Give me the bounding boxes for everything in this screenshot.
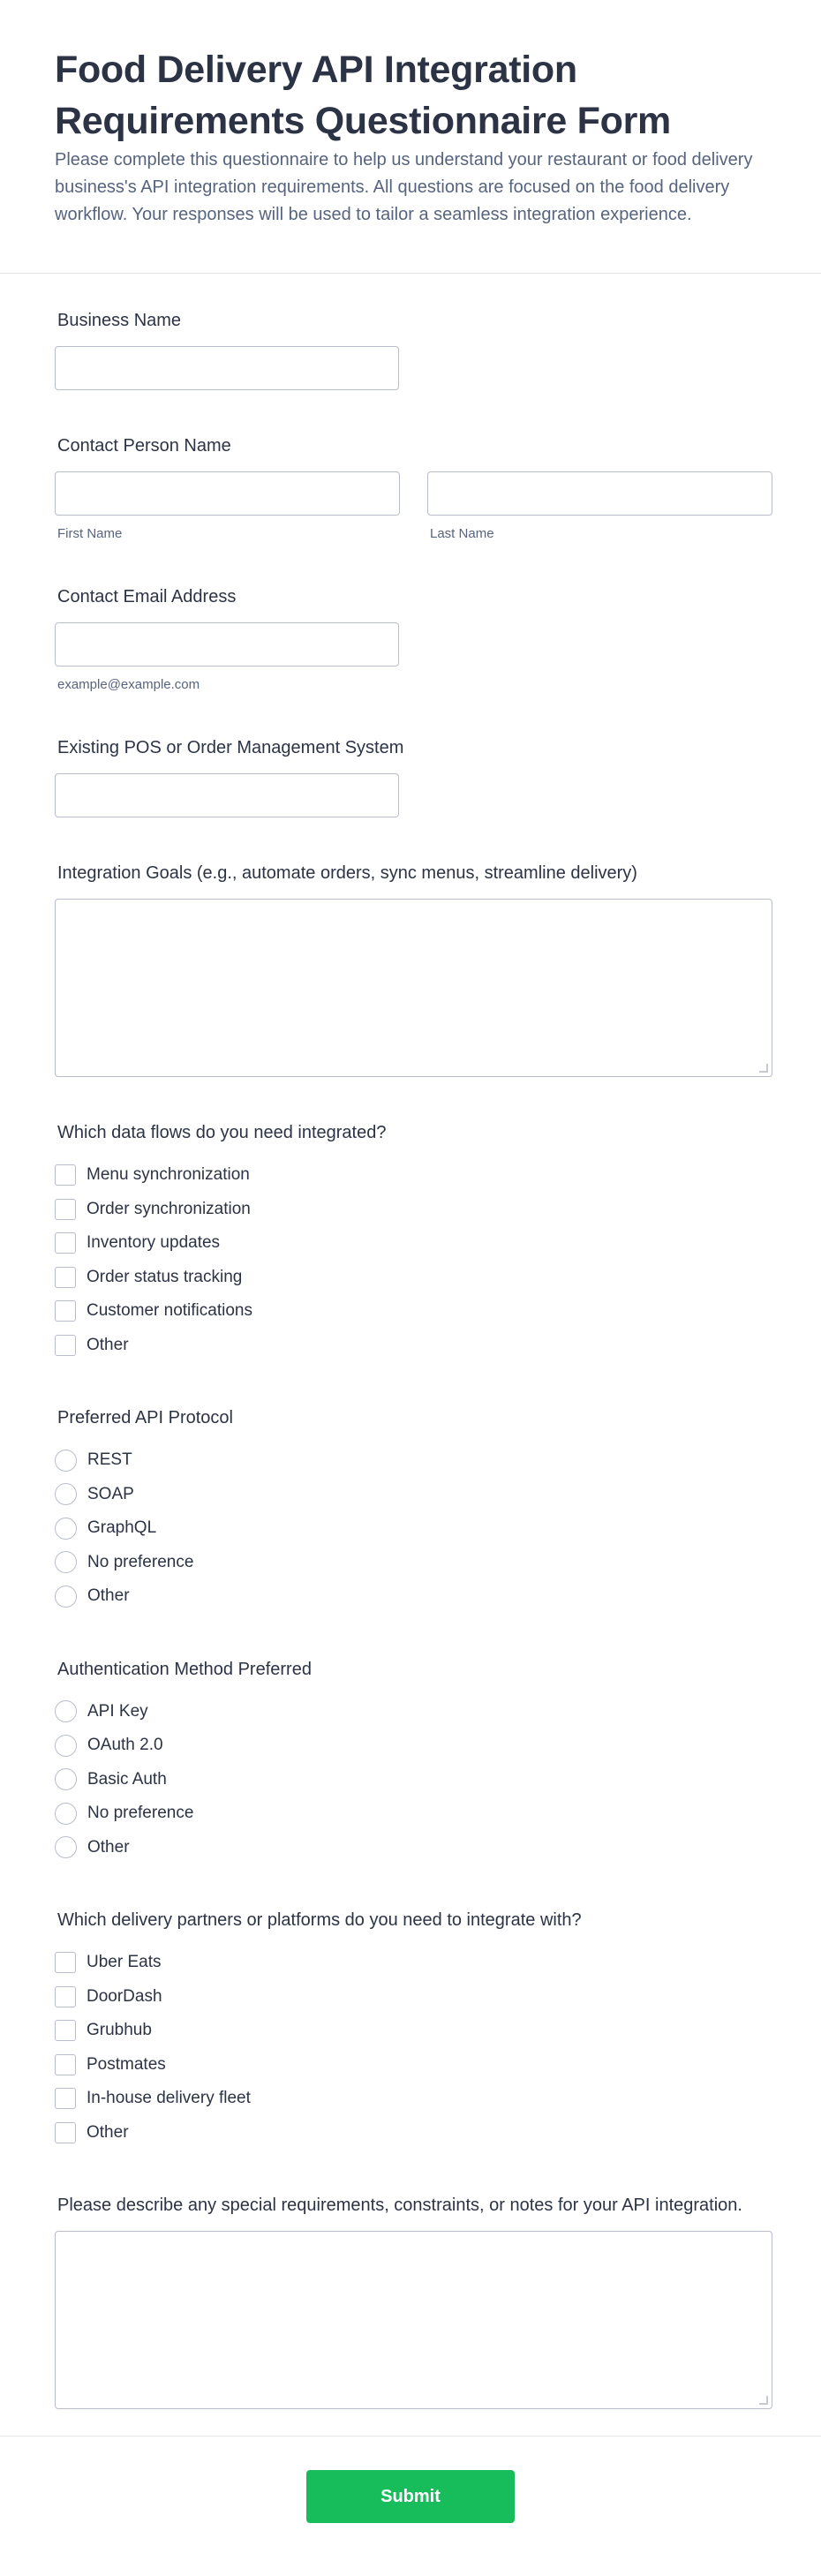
radio-button[interactable] [55, 1586, 77, 1608]
option-label: Grubhub [87, 2021, 152, 2040]
checkbox-option[interactable] [55, 2048, 766, 2083]
option-label: OAuth 2.0 [87, 1736, 163, 1755]
pos-input[interactable] [55, 773, 399, 817]
protocol-options [55, 1443, 766, 1614]
option-label: Customer notifications [87, 1301, 252, 1321]
partners-field [55, 1909, 766, 2150]
first-name-sublabel: First Name [57, 526, 123, 541]
email-input[interactable] [55, 622, 399, 667]
resize-grip-icon[interactable] [759, 1064, 768, 1073]
goals-label: Integration Goals (e.g., automate orders, sync menus, streamline delivery) [57, 863, 637, 883]
business-name-field [55, 309, 766, 390]
option-label: REST [87, 1450, 132, 1470]
email-field [55, 585, 766, 692]
notes-textarea[interactable] [55, 2231, 772, 2409]
goals-textarea[interactable] [55, 899, 772, 1077]
radio-option[interactable] [55, 1695, 766, 1729]
checkbox[interactable] [55, 2054, 76, 2075]
option-label: DoorDash [87, 1986, 162, 2006]
radio-button[interactable] [55, 1803, 77, 1825]
checkbox[interactable] [55, 2020, 76, 2041]
first-name-input[interactable] [55, 471, 400, 516]
checkbox-option[interactable] [55, 2082, 766, 2116]
checkbox[interactable] [55, 1986, 76, 2007]
radio-button[interactable] [55, 1836, 77, 1858]
option-label: Other [87, 1837, 130, 1857]
resize-grip-icon[interactable] [759, 2396, 768, 2405]
checkbox-option[interactable] [55, 1226, 766, 1261]
checkbox-option[interactable] [55, 1946, 766, 1980]
form-footer [0, 2436, 821, 2559]
notes-label: Please describe any special requirements, constraints, or notes for your API integration. [57, 2196, 742, 2215]
option-label: Inventory updates [87, 1233, 221, 1253]
option-label: No preference [87, 1552, 194, 1571]
data-flows-label: Which data flows do you need integrated? [57, 1123, 387, 1142]
radio-option[interactable] [55, 1478, 766, 1512]
radio-option[interactable] [55, 1831, 766, 1865]
radio-button[interactable] [55, 1518, 77, 1540]
radio-option[interactable] [55, 1511, 766, 1546]
checkbox[interactable] [55, 1232, 76, 1254]
last-name-col [427, 471, 772, 541]
pos-label: Existing POS or Order Management System [57, 738, 404, 757]
data-flows-field [55, 1121, 766, 1362]
form-subtitle: Please complete this questionnaire to help us understand your restaurant or food delivery business's API integration requirements. All questions are focused on the food delivery workflow. Your responses will be used to tailor a seamless integration experience. [55, 150, 753, 224]
radio-option[interactable] [55, 1763, 766, 1797]
option-label: Basic Auth [87, 1769, 167, 1789]
checkbox-option[interactable] [55, 1261, 766, 1295]
partners-options [55, 1946, 766, 2150]
business-name-input[interactable] [55, 346, 399, 390]
first-name-col [55, 471, 400, 541]
checkbox[interactable] [55, 1952, 76, 1973]
auth-options [55, 1695, 766, 1865]
radio-button[interactable] [55, 1768, 77, 1790]
partners-label: Which delivery partners or platforms do you need to integrate with? [57, 1910, 582, 1930]
checkbox[interactable] [55, 1164, 76, 1186]
option-label: Uber Eats [87, 1953, 162, 1972]
radio-option[interactable] [55, 1579, 766, 1614]
protocol-field [55, 1406, 766, 1614]
option-label: Other [87, 1586, 130, 1606]
checkbox-option[interactable] [55, 2014, 766, 2048]
option-label: GraphQL [87, 1518, 157, 1538]
email-sublabel: example@example.com [57, 677, 200, 692]
contact-name-field [55, 434, 766, 541]
radio-option[interactable] [55, 1443, 766, 1478]
radio-button[interactable] [55, 1483, 77, 1505]
notes-field [55, 2194, 766, 2409]
option-label: API Key [87, 1701, 148, 1721]
submit-button[interactable]: Submit Requirements [306, 2470, 515, 2523]
form-body [0, 274, 821, 2409]
option-label: In-house delivery fleet [87, 2089, 251, 2108]
radio-button[interactable] [55, 1700, 77, 1722]
checkbox[interactable] [55, 2088, 76, 2109]
checkbox-option[interactable] [55, 1980, 766, 2015]
checkbox[interactable] [55, 2122, 76, 2143]
form-header [0, 0, 821, 274]
checkbox-option[interactable] [55, 1193, 766, 1227]
checkbox-option[interactable] [55, 2116, 766, 2150]
radio-option[interactable] [55, 1729, 766, 1763]
checkbox-option[interactable] [55, 1329, 766, 1363]
option-label: Other [87, 1335, 129, 1354]
option-label: No preference [87, 1804, 194, 1823]
contact-name-label: Contact Person Name [57, 436, 231, 456]
auth-field [55, 1658, 766, 1865]
radio-button[interactable] [55, 1735, 77, 1757]
radio-option[interactable] [55, 1546, 766, 1580]
protocol-label: Preferred API Protocol [57, 1408, 233, 1427]
pos-field [55, 736, 766, 817]
checkbox[interactable] [55, 1199, 76, 1220]
radio-button[interactable] [55, 1450, 77, 1472]
goals-field [55, 862, 766, 1077]
contact-name-row [55, 471, 766, 541]
option-label: Order synchronization [87, 1199, 251, 1218]
business-name-label: Business Name [57, 311, 182, 330]
form-title: Food Delivery API Integration Requirements Questionnaire Form [55, 49, 671, 142]
option-label: Postmates [87, 2054, 166, 2074]
checkbox[interactable] [55, 1335, 76, 1356]
option-label: Menu synchronization [87, 1165, 250, 1185]
radio-button[interactable] [55, 1551, 77, 1573]
checkbox[interactable] [55, 1300, 76, 1322]
option-label: Other [87, 2122, 129, 2142]
radio-option[interactable] [55, 1796, 766, 1831]
email-label: Contact Email Address [57, 587, 237, 606]
last-name-sublabel: Last Name [430, 526, 494, 541]
checkbox[interactable] [55, 1267, 76, 1288]
option-label: SOAP [87, 1484, 134, 1503]
auth-label: Authentication Method Preferred [57, 1659, 312, 1679]
data-flows-options [55, 1158, 766, 1362]
checkbox-option[interactable] [55, 1158, 766, 1193]
option-label: Order status tracking [87, 1267, 243, 1286]
last-name-input[interactable] [427, 471, 772, 516]
checkbox-option[interactable] [55, 1294, 766, 1329]
